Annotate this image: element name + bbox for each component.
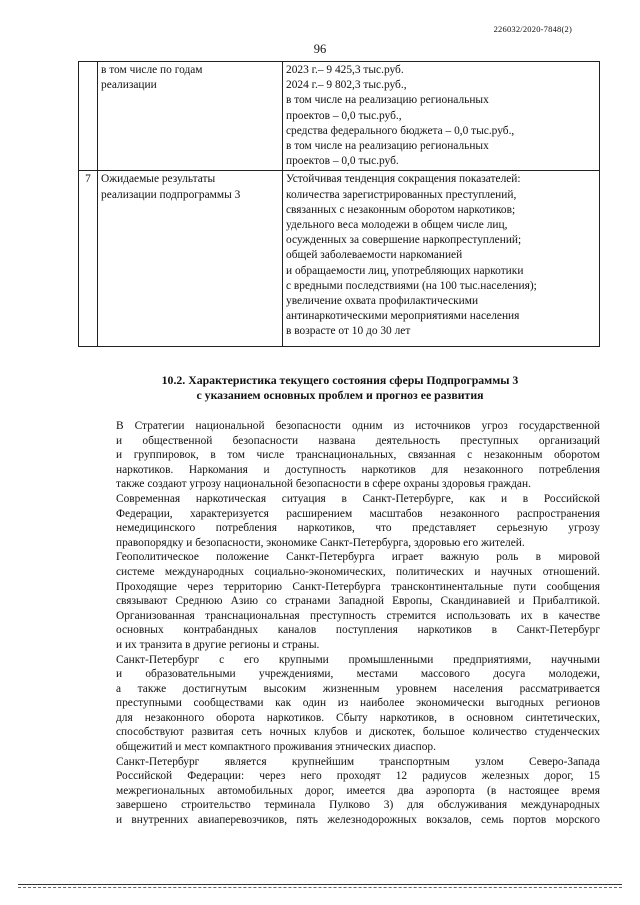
section-body [88,419,600,828]
value-line: общей заболеваемости наркоманией [286,249,463,262]
paragraph [88,419,600,492]
text-line: основных контрабандных каналов поступления наркотиков в Санкт-Петербург [116,624,600,637]
text-line: завершено строительство терминала Пулково 3) для обслуживания международных [116,799,600,812]
text-line: и их транзита в другие регионы и страны. [116,638,320,651]
text-line: Организованная транснациональная преступность стремится использовать их в качестве [116,609,600,622]
value-line: удельного веса молодежи в общем числе лиц, [286,219,508,232]
value-line: в том числе на реализацию региональных [286,94,489,107]
value-line: проектов – 0,0 тыс.руб., [286,109,402,122]
value-line: 2023 г.– 9 425,3 тыс.руб. [286,64,404,76]
text-line: правопорядку и безопасности, экономике Санкт-Петербурга, здоровью его жителей. [116,536,525,549]
text-line: и внутренних авиаперевозчиков, пять железнодорожных вокзалов, семь портов морского [116,814,600,827]
text-line: Проходящие через территорию Санкт-Петербурга трансконтинентальные пути сообщения [116,580,600,593]
row-label-cell [98,171,283,346]
value-line: с вредными последствиями (на 100 тыс.населения); [286,279,537,292]
text-line: Федерации, характеризуется расширением масштабов незаконного распространения [116,507,600,520]
text-line: Современная наркотическая ситуация в Санкт-Петербурге, как и в Российской [116,492,600,505]
text-line: Санкт-Петербург с его крупными промышленными предприятиями, научными [116,653,600,666]
row-label-cell [98,62,283,171]
label-line: в том числе по годам [101,64,203,76]
table-row [79,62,600,171]
document-number: 226032/2020-7848(2) [493,24,572,34]
text-line: немедицинского потребления наркотиков, что представляет серьезную угрозу [116,522,600,535]
row-number-cell: 7 [79,171,98,346]
row-value-cell [283,171,600,346]
value-line: осужденных за совершение наркопреступлений; [286,234,522,247]
value-line: средства федерального бюджета – 0,0 тыс.руб., [286,124,515,137]
value-line: связанных с незаконным оборотом наркотиков; [286,203,516,216]
value-line: и обращаемости лиц, употребляющих наркотики [286,264,524,277]
value-line: количества зарегистрированных преступлений, [286,188,517,201]
text-line: межрегиональных автомобильных дорог, имеется два аэропорта (в настоящее время [116,784,600,797]
value-line: в возрасте от 10 до 30 лет [286,325,411,338]
text-line: и образовательными учреждениями, местами массового досуга молодежи, [116,668,600,681]
footer-rule-secondary [18,887,622,888]
text-line: Российской Федерации: через него проходят 12 радиусов железных дорог, 15 [116,770,600,783]
paragraph [88,550,600,652]
value-line: в том числе на реализацию региональных [286,140,489,153]
label-line: реализации [101,79,157,92]
text-line: Геополитическое положение Санкт-Петербурга играет важную роль в мировой [116,551,600,564]
text-line: способствуют развитая сеть ночных клубов и дискотек, большое количество студенческих [116,726,600,739]
section-heading [80,373,600,403]
value-line: 2024 г.– 9 802,3 тыс.руб., [286,79,407,92]
text-line: и группировок, в том числе транснациональных, связанная с незаконным оборотом [116,449,600,462]
value-line: антинаркотическими мероприятиями населения [286,310,520,323]
text-line: связывают Среднюю Азию со странами Западной Европы, Скандинавией и Прибалтикой. [116,595,600,608]
footer-rule [18,884,622,885]
paragraph [88,755,600,828]
label-line: Ожидаемые результаты [101,173,216,186]
text-line: а также достигнутым высоким жизненным уровнем населения рассматривается [116,682,600,695]
label-line: реализации подпрограммы 3 [101,188,241,201]
paragraph [88,653,600,755]
text-line: также создают угрозу национальной безопасности в сфере охраны здоровья граждан. [116,478,531,491]
value-line: проектов – 0,0 тыс.руб. [286,155,399,168]
page-number: 96 [313,42,327,56]
text-line: В Стратегии национальной безопасности одним из источников угроз государственной [116,420,600,432]
text-line: наркотиков. Наркомания и доступность наркотиков для незаконного потребления [116,463,600,476]
text-line: для незаконного оборота наркотиков. Сбыту наркотиков, в основном синтетических, [116,711,600,724]
text-line: и общественной безопасности названа деятельность преступных организаций [116,434,600,447]
table-row [79,171,600,346]
passport-table [78,61,600,347]
text-line: общежитий и мест компактного проживания этнических диаспор. [116,741,436,754]
value-line: Устойчивая тенденция сокращения показателей: [286,173,521,186]
row-value-cell [283,62,600,171]
text-line: Санкт-Петербург является крупнейшим транспортным узлом Северо-Запада [116,755,600,768]
text-line: системе международных социально-экономических, политических и научных отношений. [116,565,600,578]
section-heading-line: с указанием основных проблем и прогноз ее развития [196,388,484,402]
section-heading-line: 10.2. Характеристика текущего состояния сферы Подпрограммы 3 [161,373,519,387]
value-line: увеличение охвата профилактическими [286,295,479,308]
row-number-cell [79,62,98,171]
text-line: преступными сообществами как один из наиболее экономически выгодных регионов [116,697,600,710]
paragraph [88,492,600,550]
